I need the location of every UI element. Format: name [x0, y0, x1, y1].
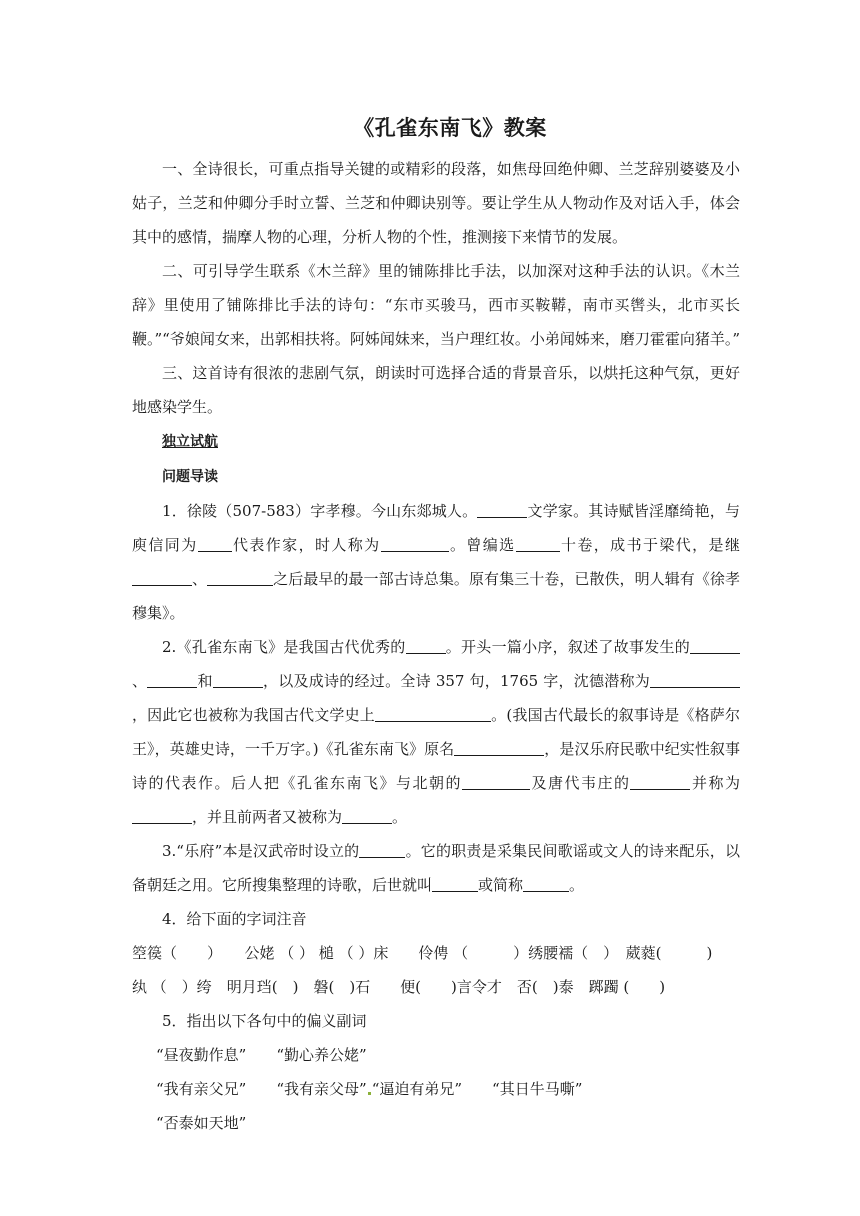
question-2 [132, 630, 740, 834]
q1-text-a: 1．徐陵（507-583）字孝穆。今山东郯城人。 [162, 502, 478, 520]
paragraph-1: 一、全诗很长，可重点指导关键的或精彩的段落，如焦母回绝仲卿、兰芝辞别婆婆及小姑子，兰芝和仲卿分手时立誓、兰芝和仲卿诀别等。要让学生从人物动作及对话入手，体会其中的感情，揣摩人物的心理，分析人物的个性，推测接下来情节的发展。 [132, 160, 740, 246]
q3-text-d: 。 [569, 876, 585, 894]
q3-text-b: 。它的职责是采集民间歌谣或文人的诗来配乐，以备朝廷之用。它所搜集整理的诗歌，后世就叫 [132, 842, 740, 894]
q5-line2-b: “逼迫有弟兄” “其日牛马嘶” [371, 1080, 583, 1098]
q2-text-i: 及唐代韦庄的 [529, 774, 631, 792]
paragraph-2: 二、可引导学生联系《木兰辞》里的铺陈排比手法，以加深对这种手法的认识。《木兰辞》里使用了铺陈排比手法的诗句：“东市买骏马，西市买鞍鞯，南市买辔头，北市买长鞭。”“爷娘闻女来，出郭相扶将。阿姊闻妹来，当户理红妆。小弟闻姊来，磨刀霍霍向猪羊。” [132, 262, 741, 348]
answer-blank[interactable] [207, 569, 273, 586]
answer-blank[interactable] [462, 773, 530, 790]
answer-blank[interactable] [359, 841, 405, 858]
answer-blank[interactable] [630, 773, 690, 790]
question-5-line-1: “昼夜勤作息” “勤心养公姥” [156, 1046, 367, 1064]
question-4-line-2: 纨 （ ）绔 明月珰( ) 磐( )石 便( )言令才 否( )泰 踯躅 ( ) [132, 978, 666, 996]
question-5-line-3: “否泰如天地” [156, 1114, 247, 1132]
section-heading [132, 424, 740, 459]
q2-text-f: ，因此它也被称为我国古代文学史上 [132, 706, 375, 724]
answer-blank[interactable] [342, 807, 392, 824]
answer-blank[interactable] [406, 637, 446, 654]
answer-blank[interactable] [454, 739, 544, 756]
answer-blank[interactable] [213, 671, 263, 688]
q2-text-a: 2.《孔雀东南飞》是我国古代优秀的 [162, 638, 406, 656]
answer-blank[interactable] [432, 875, 478, 892]
answer-blank[interactable] [381, 535, 449, 552]
sub-heading [132, 459, 740, 494]
answer-blank[interactable] [375, 705, 491, 722]
answer-blank[interactable] [132, 569, 192, 586]
q5-line2-a: “我有亲父兄” “我有亲父母” [156, 1080, 367, 1098]
section-heading-text: 独立试航 [162, 434, 218, 450]
answer-blank[interactable] [650, 671, 740, 688]
question-4-line-1: 箜篌（ ） 公姥 （ ） 槌 （ ）床 伶俜 （ ）绣腰襦（ ） 葳蕤( ) [132, 944, 713, 962]
q3-text-a: 3.“乐府”本是汉武帝时设立的 [162, 842, 360, 860]
answer-blank[interactable] [690, 637, 740, 654]
question-4-heading: 4．给下面的字词注音 [162, 910, 307, 928]
answer-blank[interactable] [523, 875, 569, 892]
q2-text-c: 、 [132, 672, 148, 690]
answer-blank[interactable] [198, 535, 232, 552]
question-3 [132, 834, 740, 902]
q2-text-e: ，以及成诗的经过。全诗 357 句，1765 字，沈德潜称为 [262, 672, 650, 690]
q1-text-f: 、 [192, 570, 208, 588]
answer-blank[interactable] [147, 671, 197, 688]
answer-blank[interactable] [477, 501, 527, 518]
q2-text-b: 。开头一篇小序，叙述了故事发生的 [445, 638, 690, 656]
page-title: 《孔雀东南飞》教案 [353, 116, 547, 140]
q1-text-g: 之后最早的最一部古诗总集。原有集三十卷，已散佚，明人辑有《徐孝穆集》。 [132, 570, 740, 622]
q2-text-d: 和 [197, 672, 213, 690]
question-1 [132, 494, 740, 630]
paragraph-3: 三、这首诗有很浓的悲剧气氛，朗读时可选择合适的背景音乐，以烘托这种气氛，更好地感染学生。 [132, 364, 740, 416]
q1-text-b: 文学家。其诗赋皆淫靡绮艳，与庾信同为 [132, 502, 740, 554]
q2-text-k: ，并且前两者又被称为 [192, 808, 343, 826]
q2-text-g: 。(我国古代最长的叙事诗是《格萨尔王》，英雄史诗，一千万字。)《孔雀东南飞》原名 [132, 706, 740, 758]
q1-text-e: 十卷，成书于梁代，是继 [559, 536, 740, 554]
marker-dot [368, 1092, 371, 1095]
q3-text-c: 或简称 [478, 876, 524, 894]
q2-text-l: 。 [392, 808, 408, 826]
answer-blank[interactable] [132, 807, 192, 824]
q1-text-c: 代表作家，时人称为 [231, 536, 381, 554]
question-5-heading: 5．指出以下各句中的偏义副词 [162, 1012, 367, 1030]
answer-blank[interactable] [516, 535, 560, 552]
q2-text-j: 并称为 [690, 774, 740, 792]
q2-text-h: ，是汉乐府民歌中纪实性叙事诗的代表作。后人把《孔雀东南飞》与北朝的 [132, 740, 740, 792]
q1-text-d: 。曾编选 [448, 536, 516, 554]
sub-heading-text: 问题导读 [162, 469, 218, 485]
question-5-line-2 [132, 1072, 740, 1106]
